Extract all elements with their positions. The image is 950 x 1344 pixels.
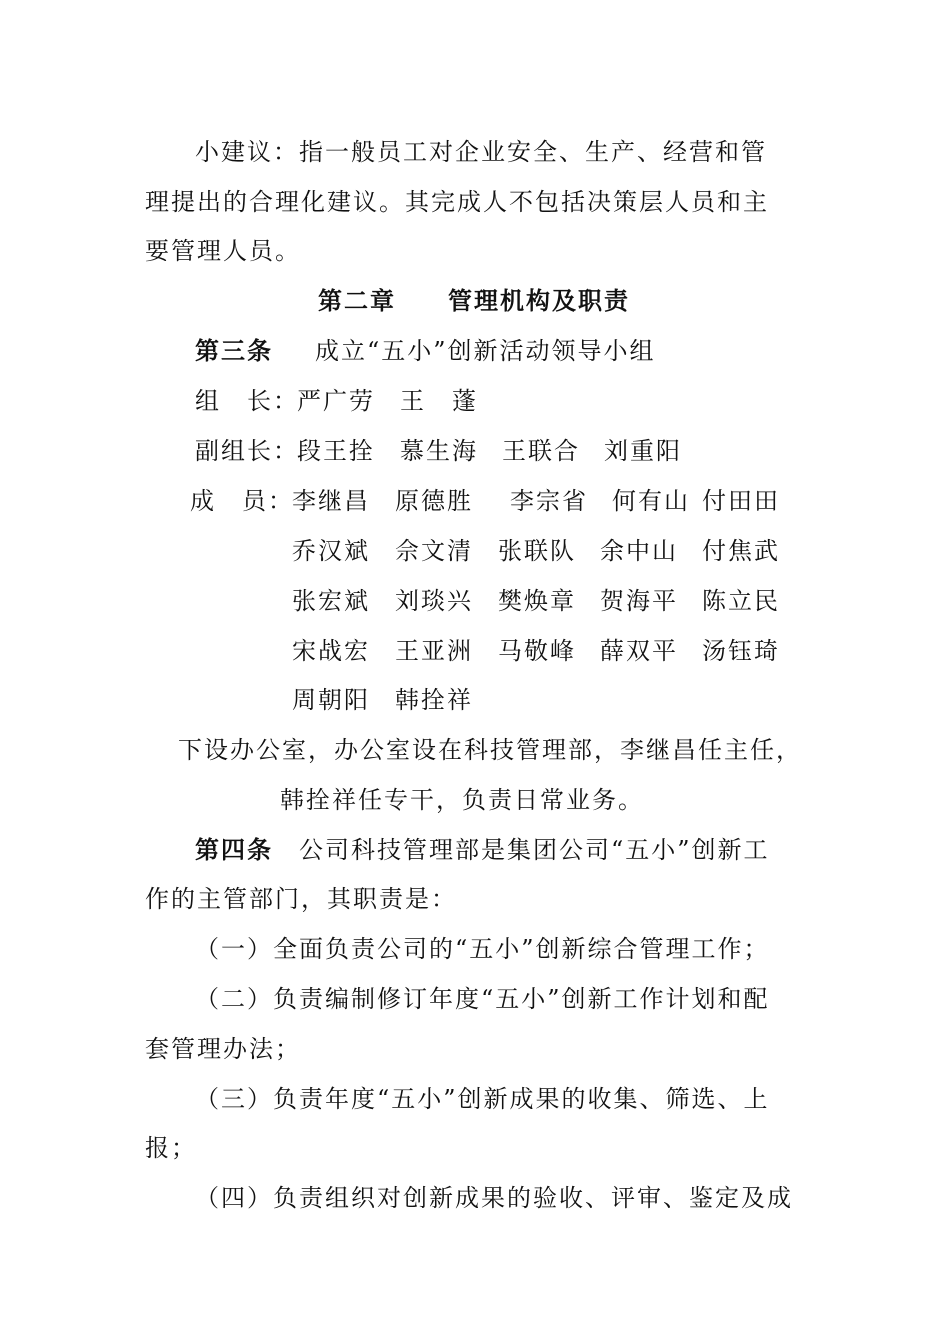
office-line-2: 韩拴祥任专干，负责日常业务。 — [280, 786, 644, 814]
office-line-1: 下设办公室，办公室设在科技管理部，李继昌任主任， — [178, 736, 802, 764]
member-name: 李宗省 — [510, 487, 588, 515]
article4-item-4: （四）负责组织对创新成果的验收、评审、鉴定及成 — [195, 1184, 793, 1212]
article4-text: 公司科技管理部是集团公司“五小”创新工 — [299, 836, 770, 864]
article4-label: 第四条 — [195, 835, 273, 864]
member-name: 张联队 — [498, 537, 576, 565]
member-name: 薛双平 — [600, 637, 678, 665]
member-name: 汤钰琦 — [702, 637, 780, 665]
deputy-name: 王联合 — [502, 437, 580, 465]
article3-line — [195, 335, 656, 367]
article4-item-2: （二）负责编制修订年度“五小”创新工作计划和配 — [195, 985, 770, 1013]
member-name: 佘文清 — [395, 537, 473, 565]
para1-line-1: 小建议：指一般员工对企业安全、生产、经营和管 — [195, 138, 767, 166]
member-name: 乔汉斌 — [292, 537, 370, 565]
member-name: 付焦武 — [702, 537, 780, 565]
member-name: 陈立民 — [702, 587, 780, 615]
article4-item-1: （一）全面负责公司的“五小”创新综合管理工作； — [195, 935, 770, 963]
article3-label: 第三条 — [195, 336, 273, 365]
member-name: 樊焕章 — [498, 587, 576, 615]
article3-text: 成立“五小”创新活动领导小组 — [315, 337, 656, 365]
chapter-heading: 第二章 管理机构及职责 — [318, 286, 630, 315]
member-name: 周朝阳 — [292, 686, 370, 714]
member-name: 韩拴祥 — [395, 686, 473, 714]
article4-line-1 — [195, 834, 770, 866]
member-name: 李继昌 — [292, 487, 370, 515]
member-name: 宋战宏 — [292, 637, 370, 665]
leader-label: 组 长： — [195, 387, 299, 415]
para1-line-3: 要管理人员。 — [145, 237, 301, 265]
article4-line-2: 作的主管部门，其职责是： — [145, 885, 457, 913]
member-name: 余中山 — [600, 537, 678, 565]
member-name: 付田田 — [702, 487, 780, 515]
article4-item-2-cont: 套管理办法； — [145, 1035, 301, 1063]
para1-line-2: 理提出的合理化建议。其完成人不包括决策层人员和主 — [145, 188, 769, 216]
article4-item-3-cont: 报； — [145, 1134, 197, 1162]
deputy-label: 副组长： — [195, 437, 299, 465]
leader-name: 王 蓬 — [400, 387, 478, 415]
deputy-name: 刘重阳 — [604, 437, 682, 465]
member-name: 原德胜 — [395, 487, 473, 515]
member-name: 刘琰兴 — [395, 587, 473, 615]
article4-item-3: （三）负责年度“五小”创新成果的收集、筛选、上 — [195, 1085, 770, 1113]
member-name: 何有山 — [612, 487, 690, 515]
member-name: 张宏斌 — [292, 587, 370, 615]
leader-name: 严广劳 — [297, 387, 375, 415]
member-name: 马敬峰 — [498, 637, 576, 665]
deputy-name: 慕生海 — [400, 437, 478, 465]
member-name: 贺海平 — [600, 587, 678, 615]
deputy-name: 段王拴 — [297, 437, 375, 465]
member-name: 王亚洲 — [395, 637, 473, 665]
member-label: 成 员： — [190, 487, 294, 515]
